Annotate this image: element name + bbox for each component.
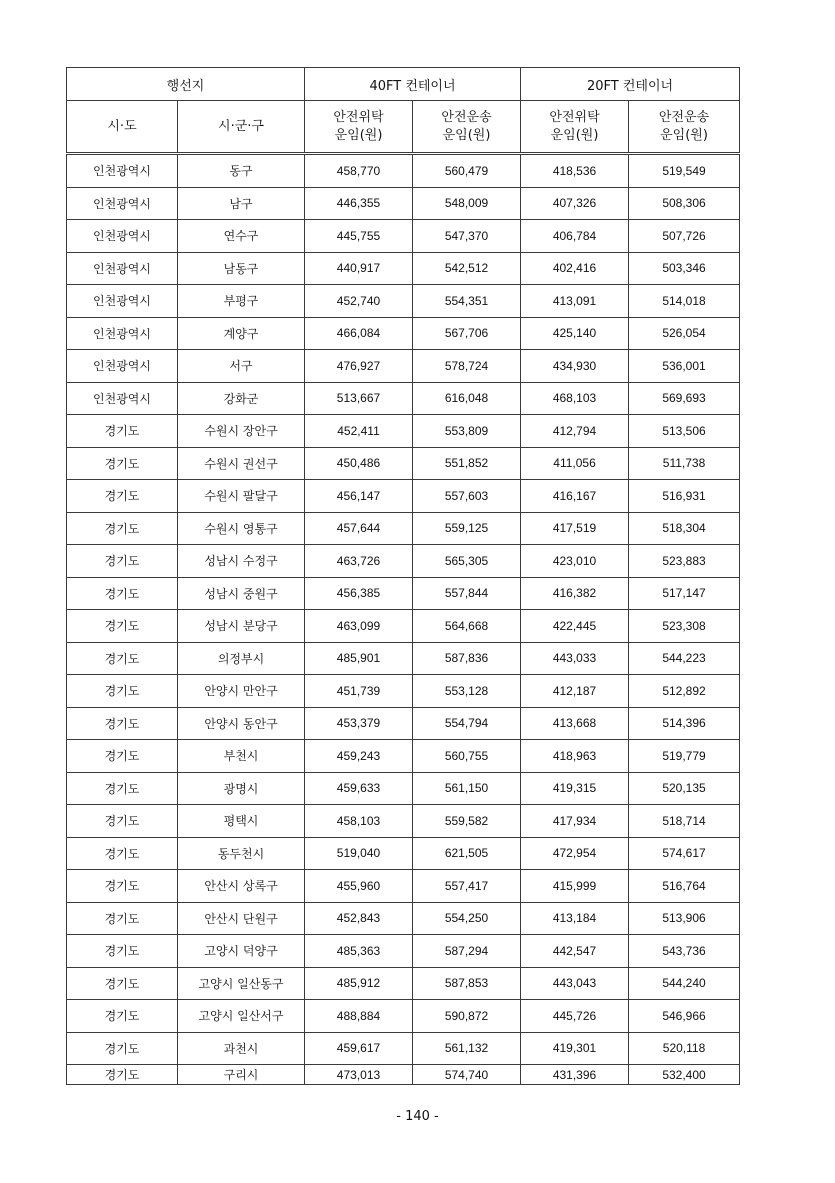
cell-city: 성남시 분당구	[178, 610, 305, 643]
table-row	[67, 935, 740, 968]
table-row	[67, 317, 740, 350]
header-20ft-transport: 안전운송 운임(원)	[629, 101, 740, 154]
cell-20ft-transport: 520,118	[629, 1032, 740, 1065]
table-row	[67, 545, 740, 578]
cell-city: 안양시 만안구	[178, 675, 305, 708]
cell-20ft-consign: 419,315	[521, 772, 629, 805]
cell-city: 고양시 일산동구	[178, 967, 305, 1000]
cell-40ft-consign: 456,147	[305, 480, 413, 513]
cell-20ft-transport: 518,714	[629, 805, 740, 838]
cell-20ft-transport: 519,779	[629, 740, 740, 773]
cell-20ft-consign: 413,091	[521, 285, 629, 318]
cell-20ft-transport: 532,400	[629, 1065, 740, 1085]
cell-20ft-transport: 514,396	[629, 707, 740, 740]
table-row	[67, 837, 740, 870]
cell-40ft-consign: 459,243	[305, 740, 413, 773]
cell-40ft-transport: 587,853	[413, 967, 521, 1000]
cell-province: 인천광역시	[67, 154, 178, 188]
cell-40ft-consign: 473,013	[305, 1065, 413, 1085]
cell-40ft-transport: 547,370	[413, 220, 521, 253]
cell-city: 광명시	[178, 772, 305, 805]
cell-20ft-transport: 526,054	[629, 317, 740, 350]
table-row	[67, 220, 740, 253]
cell-city: 서구	[178, 350, 305, 383]
table-row	[67, 1032, 740, 1065]
table-row	[67, 967, 740, 1000]
cell-province: 경기도	[67, 577, 178, 610]
cell-20ft-transport: 513,506	[629, 415, 740, 448]
cell-city: 안산시 단원구	[178, 902, 305, 935]
cell-province: 인천광역시	[67, 187, 178, 220]
cell-20ft-transport: 523,308	[629, 610, 740, 643]
cell-20ft-consign: 411,056	[521, 447, 629, 480]
cell-20ft-transport: 514,018	[629, 285, 740, 318]
cell-40ft-consign: 440,917	[305, 252, 413, 285]
cell-city: 의정부시	[178, 642, 305, 675]
cell-city: 고양시 일산서구	[178, 1000, 305, 1033]
cell-40ft-transport: 560,479	[413, 154, 521, 188]
cell-40ft-consign: 519,040	[305, 837, 413, 870]
cell-20ft-transport: 511,738	[629, 447, 740, 480]
cell-province: 경기도	[67, 902, 178, 935]
cell-40ft-consign: 485,363	[305, 935, 413, 968]
cell-40ft-transport: 554,794	[413, 707, 521, 740]
table-row	[67, 740, 740, 773]
cell-40ft-consign: 450,486	[305, 447, 413, 480]
header-row-columns	[67, 101, 740, 154]
cell-40ft-consign: 458,770	[305, 154, 413, 188]
table-row	[67, 187, 740, 220]
cell-province: 경기도	[67, 675, 178, 708]
cell-40ft-consign: 456,385	[305, 577, 413, 610]
table-row	[67, 285, 740, 318]
cell-40ft-transport: 574,740	[413, 1065, 521, 1085]
table-row	[67, 415, 740, 448]
cell-40ft-transport: 559,125	[413, 512, 521, 545]
cell-40ft-consign: 466,084	[305, 317, 413, 350]
cell-city: 강화군	[178, 382, 305, 415]
cell-20ft-transport: 516,764	[629, 870, 740, 903]
cell-20ft-consign: 417,934	[521, 805, 629, 838]
table-row	[67, 772, 740, 805]
cell-province: 경기도	[67, 805, 178, 838]
table-row	[67, 252, 740, 285]
cell-40ft-transport: 587,294	[413, 935, 521, 968]
cell-20ft-transport: 518,304	[629, 512, 740, 545]
cell-40ft-consign: 452,843	[305, 902, 413, 935]
cell-city: 고양시 덕양구	[178, 935, 305, 968]
cell-20ft-consign: 402,416	[521, 252, 629, 285]
cell-40ft-transport: 587,836	[413, 642, 521, 675]
cell-40ft-consign: 452,411	[305, 415, 413, 448]
cell-20ft-consign: 417,519	[521, 512, 629, 545]
table-row	[67, 610, 740, 643]
cell-province: 경기도	[67, 447, 178, 480]
cell-city: 과천시	[178, 1032, 305, 1065]
cell-40ft-consign: 476,927	[305, 350, 413, 383]
cell-20ft-transport: 519,549	[629, 154, 740, 188]
cell-20ft-consign: 425,140	[521, 317, 629, 350]
cell-province: 경기도	[67, 707, 178, 740]
cell-20ft-consign: 434,930	[521, 350, 629, 383]
cell-20ft-consign: 443,043	[521, 967, 629, 1000]
cell-province: 경기도	[67, 1032, 178, 1065]
table-row	[67, 382, 740, 415]
cell-city: 평택시	[178, 805, 305, 838]
cell-20ft-consign: 419,301	[521, 1032, 629, 1065]
cell-20ft-transport: 544,223	[629, 642, 740, 675]
cell-20ft-transport: 543,736	[629, 935, 740, 968]
table-row	[67, 1065, 740, 1085]
cell-20ft-consign: 407,326	[521, 187, 629, 220]
cell-province: 경기도	[67, 512, 178, 545]
cell-20ft-consign: 422,445	[521, 610, 629, 643]
cell-20ft-transport: 516,931	[629, 480, 740, 513]
cell-40ft-transport: 554,250	[413, 902, 521, 935]
cell-20ft-consign: 418,536	[521, 154, 629, 188]
cell-40ft-transport: 560,755	[413, 740, 521, 773]
cell-40ft-consign: 463,726	[305, 545, 413, 578]
cell-40ft-consign: 485,912	[305, 967, 413, 1000]
cell-20ft-transport: 508,306	[629, 187, 740, 220]
cell-20ft-transport: 569,693	[629, 382, 740, 415]
table-row	[67, 902, 740, 935]
header-province: 시·도	[67, 101, 178, 154]
cell-40ft-consign: 513,667	[305, 382, 413, 415]
cell-city: 수원시 팔달구	[178, 480, 305, 513]
cell-40ft-transport: 561,132	[413, 1032, 521, 1065]
cell-province: 경기도	[67, 772, 178, 805]
cell-40ft-consign: 485,901	[305, 642, 413, 675]
cell-40ft-transport: 551,852	[413, 447, 521, 480]
table-row	[67, 675, 740, 708]
cell-city: 안양시 동안구	[178, 707, 305, 740]
cell-city: 계양구	[178, 317, 305, 350]
cell-20ft-consign: 431,396	[521, 1065, 629, 1085]
cell-40ft-transport: 559,582	[413, 805, 521, 838]
header-40ft-consign: 안전위탁 운임(원)	[305, 101, 413, 154]
cell-40ft-transport: 578,724	[413, 350, 521, 383]
cell-40ft-transport: 557,844	[413, 577, 521, 610]
cell-20ft-consign: 413,184	[521, 902, 629, 935]
cell-20ft-consign: 416,167	[521, 480, 629, 513]
cell-20ft-consign: 442,547	[521, 935, 629, 968]
cell-40ft-consign: 459,617	[305, 1032, 413, 1065]
cell-20ft-consign: 415,999	[521, 870, 629, 903]
table-row	[67, 512, 740, 545]
table-row	[67, 707, 740, 740]
cell-20ft-consign: 418,963	[521, 740, 629, 773]
cell-20ft-consign: 412,794	[521, 415, 629, 448]
cell-20ft-transport: 544,240	[629, 967, 740, 1000]
cell-40ft-consign: 488,884	[305, 1000, 413, 1033]
cell-province: 인천광역시	[67, 382, 178, 415]
header-destination: 행선지	[67, 68, 305, 101]
cell-city: 동두천시	[178, 837, 305, 870]
cell-city: 성남시 수정구	[178, 545, 305, 578]
cell-20ft-consign: 468,103	[521, 382, 629, 415]
cell-20ft-consign: 472,954	[521, 837, 629, 870]
cell-province: 경기도	[67, 837, 178, 870]
cell-province: 경기도	[67, 935, 178, 968]
cell-province: 경기도	[67, 870, 178, 903]
cell-40ft-consign: 451,739	[305, 675, 413, 708]
cell-city: 부천시	[178, 740, 305, 773]
cell-20ft-consign: 445,726	[521, 1000, 629, 1033]
table-row	[67, 1000, 740, 1033]
cell-20ft-transport: 523,883	[629, 545, 740, 578]
cell-city: 수원시 권선구	[178, 447, 305, 480]
cell-city: 동구	[178, 154, 305, 188]
cell-province: 경기도	[67, 545, 178, 578]
cell-20ft-consign: 412,187	[521, 675, 629, 708]
table-row	[67, 480, 740, 513]
cell-city: 남구	[178, 187, 305, 220]
cell-province: 인천광역시	[67, 252, 178, 285]
cell-40ft-consign: 457,644	[305, 512, 413, 545]
cell-city: 성남시 중원구	[178, 577, 305, 610]
cell-40ft-consign: 459,633	[305, 772, 413, 805]
table-body	[67, 154, 740, 1085]
cell-40ft-transport: 542,512	[413, 252, 521, 285]
cell-20ft-transport: 546,966	[629, 1000, 740, 1033]
cell-40ft-consign: 455,960	[305, 870, 413, 903]
cell-40ft-consign: 452,740	[305, 285, 413, 318]
cell-province: 인천광역시	[67, 220, 178, 253]
cell-40ft-transport: 548,009	[413, 187, 521, 220]
cell-20ft-consign: 443,033	[521, 642, 629, 675]
cell-40ft-transport: 554,351	[413, 285, 521, 318]
cell-province: 경기도	[67, 610, 178, 643]
cell-province: 경기도	[67, 1065, 178, 1085]
cell-20ft-consign: 423,010	[521, 545, 629, 578]
cell-40ft-transport: 565,305	[413, 545, 521, 578]
cell-city: 부평구	[178, 285, 305, 318]
cell-province: 경기도	[67, 415, 178, 448]
header-40ft-container: 40FT 컨테이너	[305, 68, 521, 101]
cell-40ft-consign: 458,103	[305, 805, 413, 838]
table-row	[67, 642, 740, 675]
header-20ft-container: 20FT 컨테이너	[521, 68, 740, 101]
cell-40ft-transport: 616,048	[413, 382, 521, 415]
cell-city: 남동구	[178, 252, 305, 285]
cell-40ft-transport: 553,128	[413, 675, 521, 708]
cell-city: 연수구	[178, 220, 305, 253]
cell-city: 수원시 영통구	[178, 512, 305, 545]
table-row	[67, 805, 740, 838]
cell-20ft-transport: 513,906	[629, 902, 740, 935]
cell-20ft-transport: 520,135	[629, 772, 740, 805]
table-row	[67, 447, 740, 480]
cell-40ft-transport: 567,706	[413, 317, 521, 350]
cell-province: 인천광역시	[67, 350, 178, 383]
table-row	[67, 870, 740, 903]
freight-rate-table	[66, 67, 740, 1085]
cell-city: 구리시	[178, 1065, 305, 1085]
cell-40ft-consign: 463,099	[305, 610, 413, 643]
cell-40ft-transport: 553,809	[413, 415, 521, 448]
cell-province: 경기도	[67, 642, 178, 675]
cell-province: 경기도	[67, 967, 178, 1000]
cell-40ft-consign: 446,355	[305, 187, 413, 220]
cell-province: 경기도	[67, 1000, 178, 1033]
table-row	[67, 577, 740, 610]
cell-40ft-consign: 453,379	[305, 707, 413, 740]
cell-20ft-transport: 503,346	[629, 252, 740, 285]
cell-province: 인천광역시	[67, 285, 178, 318]
cell-40ft-transport: 557,417	[413, 870, 521, 903]
cell-city: 수원시 장안구	[178, 415, 305, 448]
table-row	[67, 154, 740, 188]
table-row	[67, 350, 740, 383]
cell-province: 경기도	[67, 740, 178, 773]
cell-20ft-transport: 574,617	[629, 837, 740, 870]
cell-40ft-transport: 590,872	[413, 1000, 521, 1033]
cell-20ft-consign: 406,784	[521, 220, 629, 253]
header-row-group	[67, 68, 740, 101]
cell-city: 안산시 상록구	[178, 870, 305, 903]
cell-20ft-consign: 413,668	[521, 707, 629, 740]
cell-40ft-transport: 621,505	[413, 837, 521, 870]
header-40ft-transport: 안전운송 운임(원)	[413, 101, 521, 154]
cell-40ft-transport: 561,150	[413, 772, 521, 805]
cell-40ft-transport: 557,603	[413, 480, 521, 513]
header-city: 시·군·구	[178, 101, 305, 154]
cell-20ft-transport: 517,147	[629, 577, 740, 610]
cell-40ft-consign: 445,755	[305, 220, 413, 253]
cell-20ft-transport: 536,001	[629, 350, 740, 383]
cell-40ft-transport: 564,668	[413, 610, 521, 643]
cell-20ft-transport: 512,892	[629, 675, 740, 708]
cell-province: 인천광역시	[67, 317, 178, 350]
page-number: - 140 -	[396, 1109, 439, 1124]
cell-province: 경기도	[67, 480, 178, 513]
header-20ft-consign: 안전위탁 운임(원)	[521, 101, 629, 154]
cell-20ft-transport: 507,726	[629, 220, 740, 253]
cell-20ft-consign: 416,382	[521, 577, 629, 610]
